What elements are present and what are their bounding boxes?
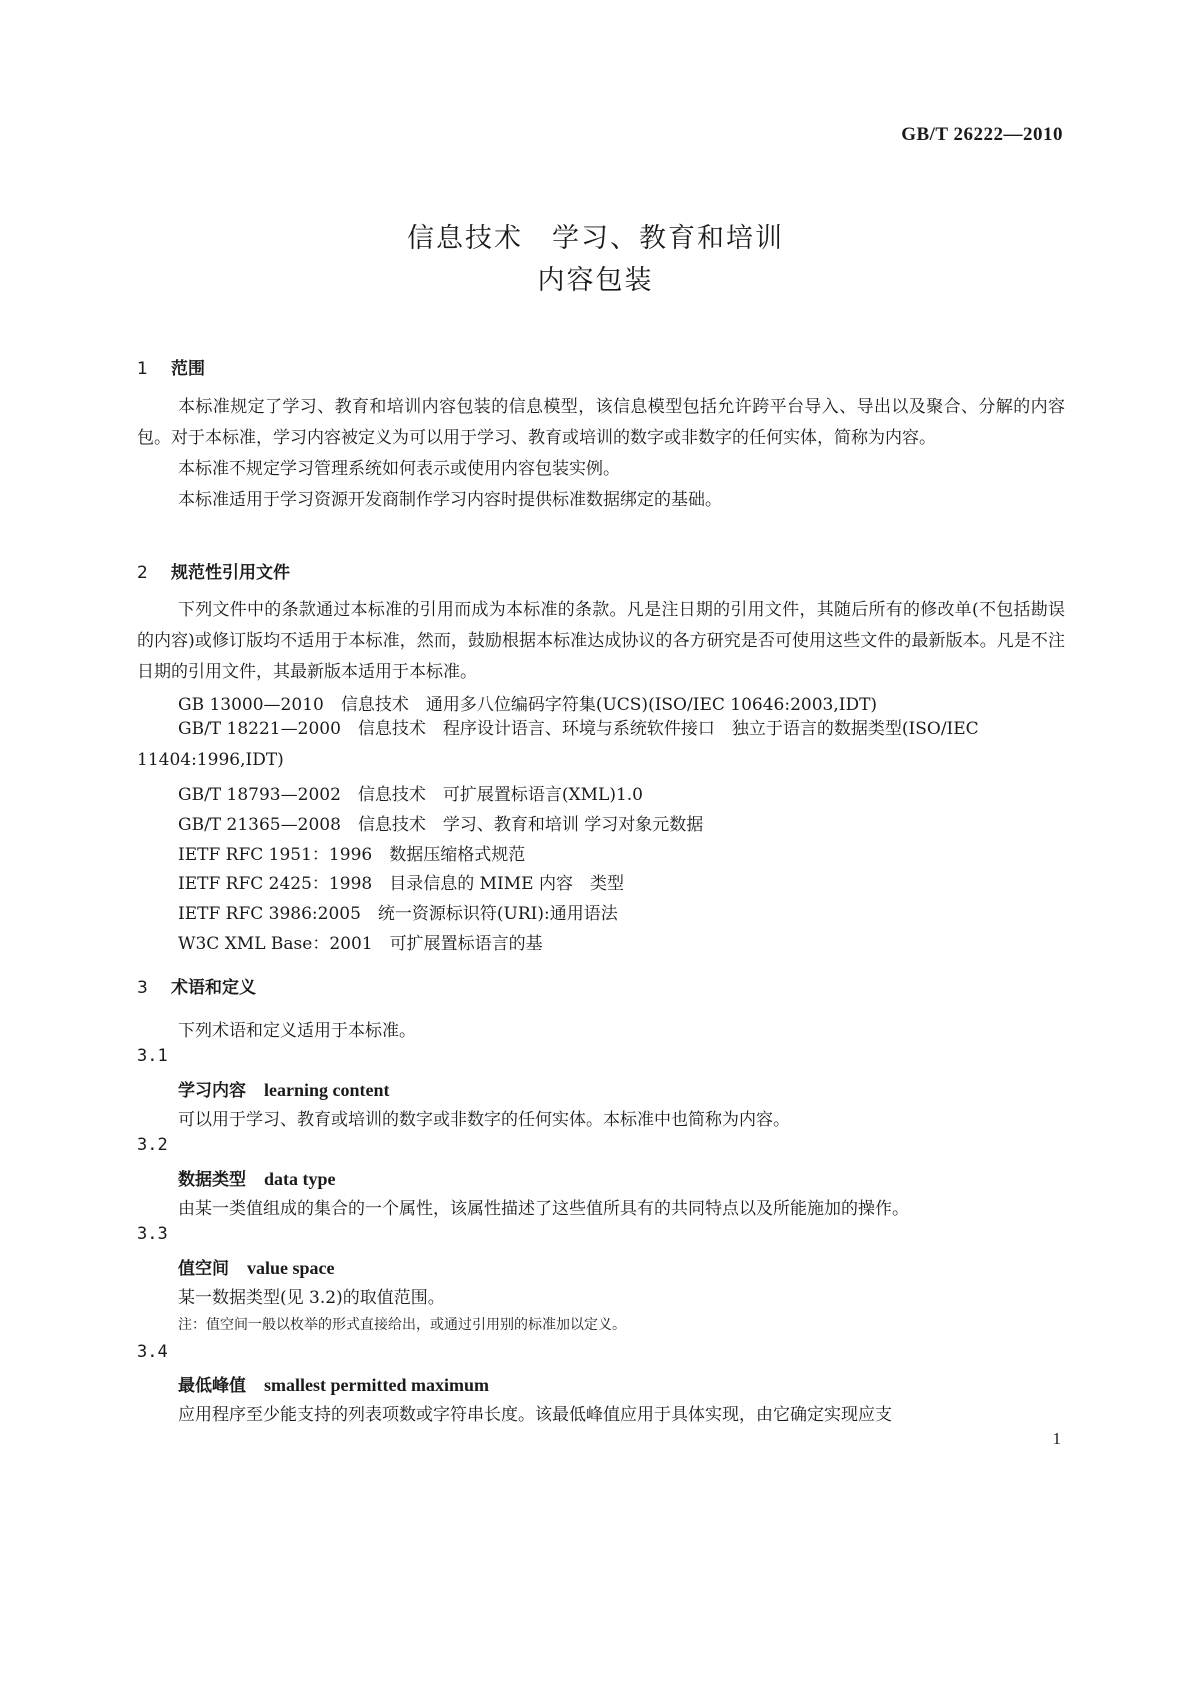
section-1-body (137, 392, 1065, 516)
page-number: 1 (1052, 1429, 1061, 1448)
paragraph: 本标准适用于学习资源开发商制作学习内容时提供标准数据绑定的基础。 (178, 490, 722, 510)
term-name (178, 1254, 335, 1279)
term-number: 3.2 (137, 1135, 168, 1155)
section-number: 1 (137, 359, 148, 379)
section-title: 规范性引用文件 (171, 563, 290, 583)
term-number: 3.4 (137, 1342, 168, 1362)
normative-reference (137, 714, 1065, 776)
term-name (178, 1165, 336, 1190)
reference-text: GB/T 18221—2000 信息技术 程序设计语言、环境与系统软件接口 独立于语言的数据类型(ISO/IEC 11404:1996,IDT) (137, 719, 979, 770)
paragraph: 本标准规定了学习、教育和培训内容包装的信息模型，该信息模型包括允许跨平台导入、导出以及聚合、分解的内容包。对于本标准，学习内容被定义为可以用于学习、教育或培训的数字或非数字的任何实体，简称为内容。 (137, 397, 1065, 448)
normative-reference: GB/T 18793—2002 信息技术 可扩展置标语言(XML)1.0 (178, 785, 643, 805)
section-number: 3 (137, 978, 148, 998)
normative-reference: W3C XML Base：2001 可扩展置标语言的基 (178, 934, 543, 954)
section-2-heading (137, 558, 290, 583)
term-definition: 可以用于学习、教育或培训的数字或非数字的任何实体。本标准中也简称为内容。 (178, 1110, 790, 1130)
section-1-heading (137, 354, 205, 379)
term-en: value space (247, 1258, 335, 1278)
term-number: 3.1 (137, 1046, 168, 1066)
section-3-heading (137, 973, 256, 998)
normative-reference: GB 13000—2010 信息技术 通用多八位编码字符集(UCS)(ISO/IEC 10646:2003,IDT) (178, 695, 878, 715)
paragraph: 本标准不规定学习管理系统如何表示或使用内容包装实例。 (178, 459, 620, 479)
section-2-intro (137, 595, 1065, 688)
section-title: 范围 (171, 359, 205, 379)
term-number: 3.3 (137, 1224, 168, 1244)
standard-code: GB/T 26222—2010 (901, 124, 1063, 145)
paragraph: 下列文件中的条款通过本标准的引用而成为本标准的条款。凡是注日期的引用文件，其随后所有的修改单(不包括勘误的内容)或修订版均不适用于本标准，然而，鼓励根据本标准达成协议的各方研究是否可使用这些文件的最新版本。凡是不注日期的引用文件，其最新版本适用于本标准。 (137, 600, 1065, 682)
normative-reference: IETF RFC 3986:2005 统一资源标识符(URI):通用语法 (178, 904, 618, 924)
term-en: learning content (264, 1080, 390, 1100)
term-zh: 值空间 (178, 1259, 229, 1279)
term-note: 注：值空间一般以枚举的形式直接给出，或通过引用别的标准加以定义。 (178, 1317, 626, 1333)
term-en: data type (264, 1169, 336, 1189)
term-definition: 某一数据类型(见 3.2)的取值范围。 (178, 1288, 445, 1308)
term-definition: 应用程序至少能支持的列表项数或字符串长度。该最低峰值应用于具体实现，由它确定实现应支 (178, 1405, 892, 1425)
normative-reference: GB/T 21365—2008 信息技术 学习、教育和培训 学习对象元数据 (178, 815, 704, 835)
term-zh: 学习内容 (178, 1081, 246, 1101)
section-3-intro: 下列术语和定义适用于本标准。 (178, 1021, 416, 1041)
term-definition: 由某一类值组成的集合的一个属性，该属性描述了这些值所具有的共同特点以及所能施加的操作。 (178, 1199, 909, 1219)
term-zh: 最低峰值 (178, 1376, 246, 1396)
term-name (178, 1076, 390, 1101)
term-zh: 数据类型 (178, 1170, 246, 1190)
term-en: smallest permitted maximum (264, 1375, 489, 1395)
section-title: 术语和定义 (171, 978, 256, 998)
document-title-line2: 内容包装 (537, 265, 654, 296)
normative-reference: IETF RFC 1951：1996 数据压缩格式规范 (178, 845, 526, 865)
normative-reference: IETF RFC 2425：1998 目录信息的 MIME 内容 类型 (178, 874, 624, 894)
term-name (178, 1371, 489, 1396)
section-number: 2 (137, 563, 148, 583)
document-title-line1: 信息技术 学习、教育和培训 (407, 223, 784, 254)
